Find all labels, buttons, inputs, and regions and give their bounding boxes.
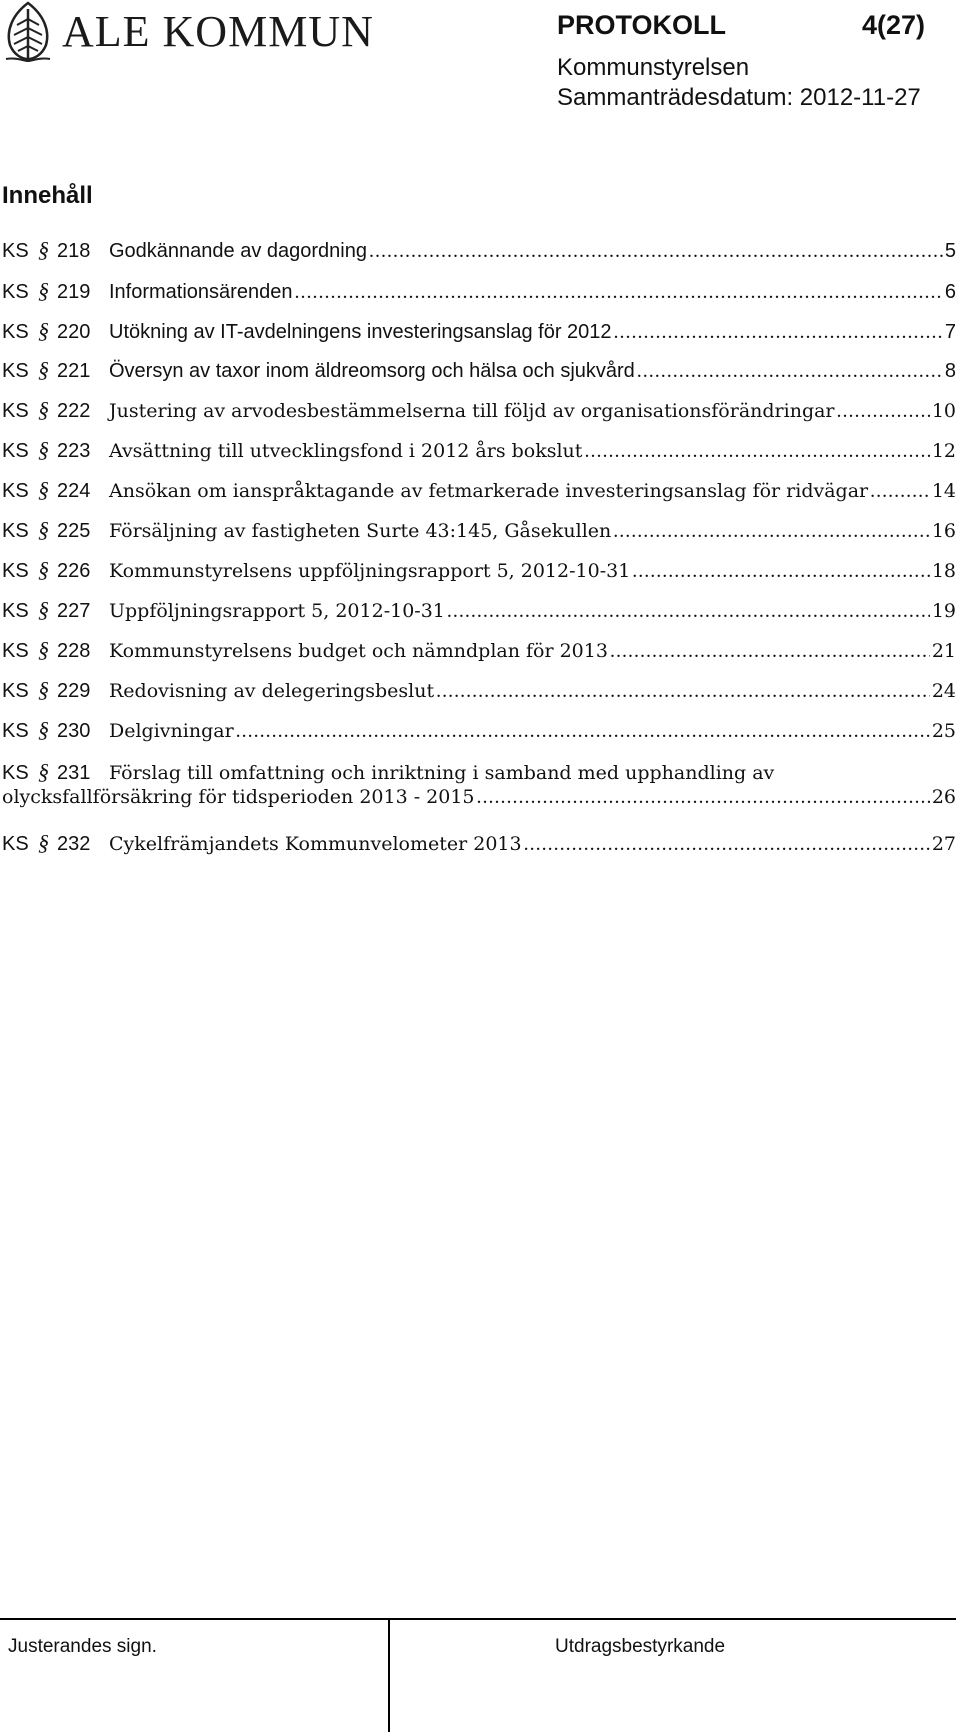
entry-number: 221	[57, 360, 91, 382]
section-sign: §	[38, 717, 49, 742]
footer-divider	[0, 1618, 956, 1620]
entry-number: 231	[57, 762, 91, 784]
dot-leader	[369, 239, 943, 263]
entry-number: 230	[57, 720, 91, 742]
entry-title: Kommunstyrelsens uppföljningsrapport 5, 2012-10-31	[109, 560, 631, 582]
document-type: PROTOKOLL	[557, 10, 727, 40]
entry-prefix: KS	[2, 321, 29, 343]
entry-title-line1: Förslag till omfattning och inriktning i samband med upphandling av	[109, 762, 775, 784]
section-sign: §	[38, 637, 49, 662]
entry-title: Informationsärenden	[109, 281, 293, 303]
dot-leader	[447, 599, 930, 623]
entry-prefix: KS	[2, 560, 29, 582]
entry-title: Godkännande av dagordning	[109, 240, 367, 262]
entry-prefix: KS	[2, 360, 29, 382]
section-sign: §	[38, 759, 49, 784]
section-sign: §	[38, 237, 49, 262]
section-sign: §	[38, 677, 49, 702]
section-sign: §	[38, 318, 49, 343]
leaf-emblem-icon	[2, 1, 54, 63]
entry-page: 21	[931, 640, 956, 662]
page-number: 4(27)	[862, 10, 926, 40]
section-sign: §	[38, 437, 49, 462]
toc-entry[interactable]	[2, 238, 956, 263]
entry-number: 224	[57, 480, 91, 502]
entry-page: 7	[944, 321, 956, 343]
entry-number: 222	[57, 400, 91, 422]
entry-page: 5	[944, 240, 956, 262]
entry-number: 218	[57, 240, 91, 262]
dot-leader	[613, 519, 930, 543]
toc-entry[interactable]	[2, 598, 956, 623]
entry-number: 225	[57, 520, 91, 542]
entry-number: 232	[57, 833, 91, 855]
section-sign: §	[38, 397, 49, 422]
dot-leader	[610, 639, 930, 663]
entry-title: Justering av arvodesbestämmelserna till följd av organisationsförändringar	[109, 400, 835, 422]
section-sign: §	[38, 830, 49, 855]
toc-entry[interactable]	[2, 358, 956, 383]
footer-column-divider	[388, 1618, 390, 1732]
entry-title: Uppföljningsrapport 5, 2012-10-31	[109, 600, 445, 622]
entry-page: 14	[931, 480, 956, 502]
dot-leader	[477, 785, 930, 809]
entry-number: 226	[57, 560, 91, 582]
entry-page: 8	[944, 360, 956, 382]
entry-page: 12	[931, 440, 956, 462]
entry-prefix: KS	[2, 480, 29, 502]
dot-leader	[637, 359, 943, 383]
logo-wordmark: ALE KOMMUN	[62, 7, 374, 56]
entry-page: 10	[931, 400, 956, 422]
entry-number: 223	[57, 440, 91, 462]
sign-label: Justerandes sign.	[8, 1636, 157, 1657]
meeting-date: Sammanträdesdatum: 2012-11-27	[557, 84, 921, 111]
entry-number: 219	[57, 281, 91, 303]
entry-prefix: KS	[2, 520, 29, 542]
section-sign: §	[38, 557, 49, 582]
toc-entry[interactable]	[2, 760, 956, 809]
toc-heading: Innehåll	[2, 182, 93, 209]
entry-prefix: KS	[2, 440, 29, 462]
entry-prefix: KS	[2, 720, 29, 742]
toc-entry[interactable]	[2, 638, 956, 663]
entry-page: 25	[931, 720, 956, 742]
entry-title: Avsättning till utvecklingsfond i 2012 års bokslut	[109, 440, 583, 462]
section-sign: §	[38, 278, 49, 303]
dot-leader	[614, 320, 943, 344]
extract-label: Utdragsbestyrkande	[555, 1636, 726, 1657]
entry-page: 27	[931, 833, 956, 855]
entry-page: 18	[931, 560, 956, 582]
entry-title: Delgivningar	[109, 720, 234, 742]
dot-leader	[524, 832, 930, 856]
entry-prefix: KS	[2, 240, 29, 262]
section-sign: §	[38, 477, 49, 502]
toc-entry[interactable]	[2, 558, 956, 583]
dot-leader	[870, 479, 930, 503]
entry-number: 220	[57, 321, 91, 343]
entry-page: 26	[931, 786, 956, 808]
entry-page: 16	[931, 520, 956, 542]
entry-title: Utökning av IT-avdelningens investeringsanslag för 2012	[109, 321, 612, 343]
entry-page: 24	[931, 680, 956, 702]
entry-number: 229	[57, 680, 91, 702]
ale-kommun-logo	[2, 0, 374, 64]
entry-prefix: KS	[2, 640, 29, 662]
entry-title: Översyn av taxor inom äldreomsorg och hälsa och sjukvård	[109, 360, 635, 382]
section-sign: §	[38, 517, 49, 542]
toc-entry[interactable]	[2, 398, 956, 423]
entry-title-line2: olycksfallförsäkring för tidsperioden 2013 - 2015	[2, 786, 475, 808]
entry-prefix: KS	[2, 600, 29, 622]
entry-number: 227	[57, 600, 91, 622]
signature-footer	[0, 1618, 956, 1732]
toc-entry[interactable]	[2, 678, 956, 703]
toc-entry[interactable]	[2, 718, 956, 743]
entry-page: 6	[944, 281, 956, 303]
entry-prefix: KS	[2, 680, 29, 702]
toc-entry[interactable]	[2, 831, 956, 856]
entry-title: Cykelfrämjandets Kommunvelometer 2013	[109, 833, 522, 855]
entry-prefix: KS	[2, 281, 29, 303]
entry-prefix: KS	[2, 400, 29, 422]
section-sign: §	[38, 597, 49, 622]
entry-number: 228	[57, 640, 91, 662]
entry-title: Kommunstyrelsens budget och nämndplan för 2013	[109, 640, 608, 662]
toc-entry[interactable]	[2, 279, 956, 304]
dot-leader	[632, 559, 930, 583]
dot-leader	[294, 280, 942, 304]
dot-leader	[837, 399, 930, 423]
entry-title: Försäljning av fastigheten Surte 43:145, Gåsekullen	[109, 520, 612, 542]
entry-prefix: KS	[2, 762, 29, 784]
section-sign: §	[38, 357, 49, 382]
entry-title: Redovisning av delegeringsbeslut	[109, 680, 435, 702]
dot-leader	[436, 679, 930, 703]
toc-entry[interactable]	[2, 438, 956, 463]
committee-name: Kommunstyrelsen	[557, 54, 750, 81]
entry-title: Ansökan om ianspråktagande av fetmarkerade investeringsanslag för ridvägar	[109, 480, 869, 502]
dot-leader	[236, 719, 930, 743]
toc-entry[interactable]	[2, 518, 956, 543]
entry-page: 19	[931, 600, 956, 622]
entry-prefix: KS	[2, 833, 29, 855]
toc-entry[interactable]	[2, 478, 956, 503]
dot-leader	[584, 439, 929, 463]
toc-entry[interactable]	[2, 319, 956, 344]
